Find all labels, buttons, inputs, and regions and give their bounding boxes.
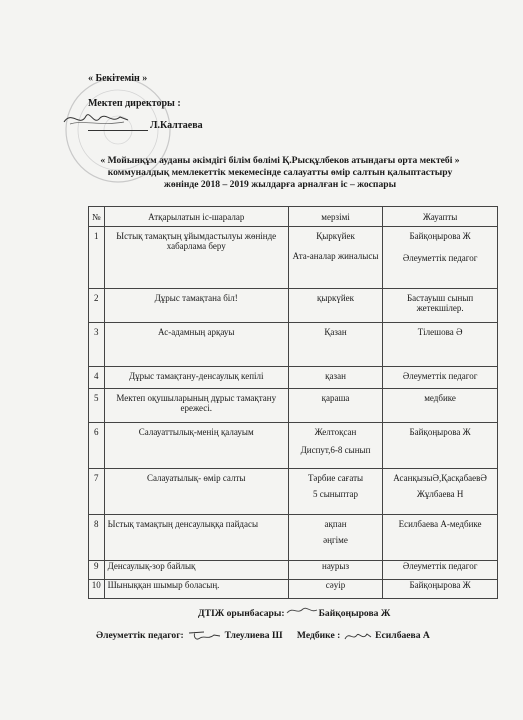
row-number: 6 [89,423,105,469]
row-number: 8 [89,515,105,561]
row-activity: Салауатылық- өмір салты [104,469,288,515]
date-main: Желтоқсан [314,427,357,437]
title-line-3: жөнінде 2018 – 2019 жылдарға арналған іс – жоспары [163,179,397,190]
header-activity: Атқарылатын іс-шаралар [104,207,288,227]
title-line-2: коммуналдық мемлекеттік мекемесінде салауатты өмір салтын қалыптастыру [107,167,453,178]
row-date: қазан [288,367,382,389]
row-date: қараша [288,389,382,423]
bottom-signature-line [96,629,430,643]
resp-main: Байқоңырова Ж [409,231,471,241]
row-activity: Ас-адамның арқауы [104,323,288,367]
row-responsible: Есилбаева А-медбике [383,515,498,561]
header-responsible: Жауапты [383,207,498,227]
nurse-title: Медбике : [296,630,341,642]
row-date [288,227,382,289]
resp-note: Жұлбаева Н [416,489,464,499]
table-header-row [89,207,498,227]
director-title: Мектеп директоры : [88,98,181,109]
row-activity: Дұрыс тамақтану-денсаулық кепілі [104,367,288,389]
row-date: қыркүйек [288,289,382,323]
row-number: 7 [89,469,105,515]
director-name: Л.Калтаева [150,120,203,131]
nurse-name: Есилбаева А [375,630,430,642]
row-number: 5 [89,389,105,423]
row-responsible: медбике [383,389,498,423]
date-main: Қыркүйек [316,231,355,241]
table-row [89,323,498,367]
social-pedagogue-name: Тлеулиева Ш [224,630,283,642]
row-activity: Ыстық тамақтың ұйымдастылуы жөнінде хабарлама беру [104,227,288,289]
resp-main: АсанқызыӘ,ҚасқабаевӘ [393,473,487,483]
activity-plan-table [88,206,498,599]
table-row [89,227,498,289]
document-title [60,155,500,191]
social-pedagogue-title: Әлеуметтік педагог: [96,630,184,642]
deputy-signature-line [198,604,390,619]
row-activity: Шыныққан шымыр боласың. [104,580,288,599]
date-main: ақпан [324,519,347,529]
deputy-name: Байқоңырова Ж [318,608,391,619]
date-note: әңгіме [323,535,348,545]
date-note: Ата-аналар жиналысы [292,251,379,261]
row-responsible: Тілешова Ә [383,323,498,367]
approval-heading: « Бекітемін » [88,73,148,84]
row-responsible: Әлеуметтік педагог [383,561,498,580]
row-number: 2 [89,289,105,323]
date-note: Диспут,6-8 сынып [300,445,371,455]
row-number: 9 [89,561,105,580]
signature-blank [88,130,148,131]
resp-note: Әлеуметтік педагог [402,253,478,263]
row-responsible: Байқоңырова Ж [383,580,498,599]
row-responsible: Бастауыш сынып жетекшілер. [383,289,498,323]
row-number: 10 [89,580,105,599]
row-date [288,515,382,561]
table-row [89,561,498,580]
table-row [89,469,498,515]
header-date: мерзімі [288,207,382,227]
row-date: сәуір [288,580,382,599]
row-activity: Денсаулық-зор байлық [104,561,288,580]
table-row [89,423,498,469]
row-responsible [383,469,498,515]
row-responsible [383,227,498,289]
row-number: 3 [89,323,105,367]
row-date: наурыз [288,561,382,580]
row-activity: Мектеп оқушыларының дұрыс тамақтану ережесі. [104,389,288,423]
row-responsible: Байқоңырова Ж [383,423,498,469]
date-main: Тәрбие сағаты [307,473,364,483]
row-responsible: Әлеуметтік педагог [383,367,498,389]
deputy-title: ДТІЖ орынбасары: [198,608,285,619]
table-row [89,389,498,423]
deputy-signature [285,604,319,619]
row-date: Қазан [288,323,382,367]
nurse-signature [343,629,373,643]
row-date [288,469,382,515]
row-activity: Ыстық тамақтың денсаулыққа пайдасы [104,515,288,561]
director-signature-line [88,120,203,131]
date-note: 5 сыныптар [313,489,359,499]
table-row [89,515,498,561]
row-date [288,423,382,469]
table-row [89,289,498,323]
table-row [89,580,498,599]
header-number: № [89,207,105,227]
row-activity: Дұрыс тамақтана біл! [104,289,288,323]
social-pedagogue-signature [186,629,222,643]
row-number: 1 [89,227,105,289]
title-line-1: « Мойынқұм ауданы әкімдігі білім бөлімі Қ.Рысқұлбеков атындағы орта мектебі » [100,155,460,166]
table-row [89,367,498,389]
row-number: 4 [89,367,105,389]
row-activity: Салауаттылық-менің қалауым [104,423,288,469]
